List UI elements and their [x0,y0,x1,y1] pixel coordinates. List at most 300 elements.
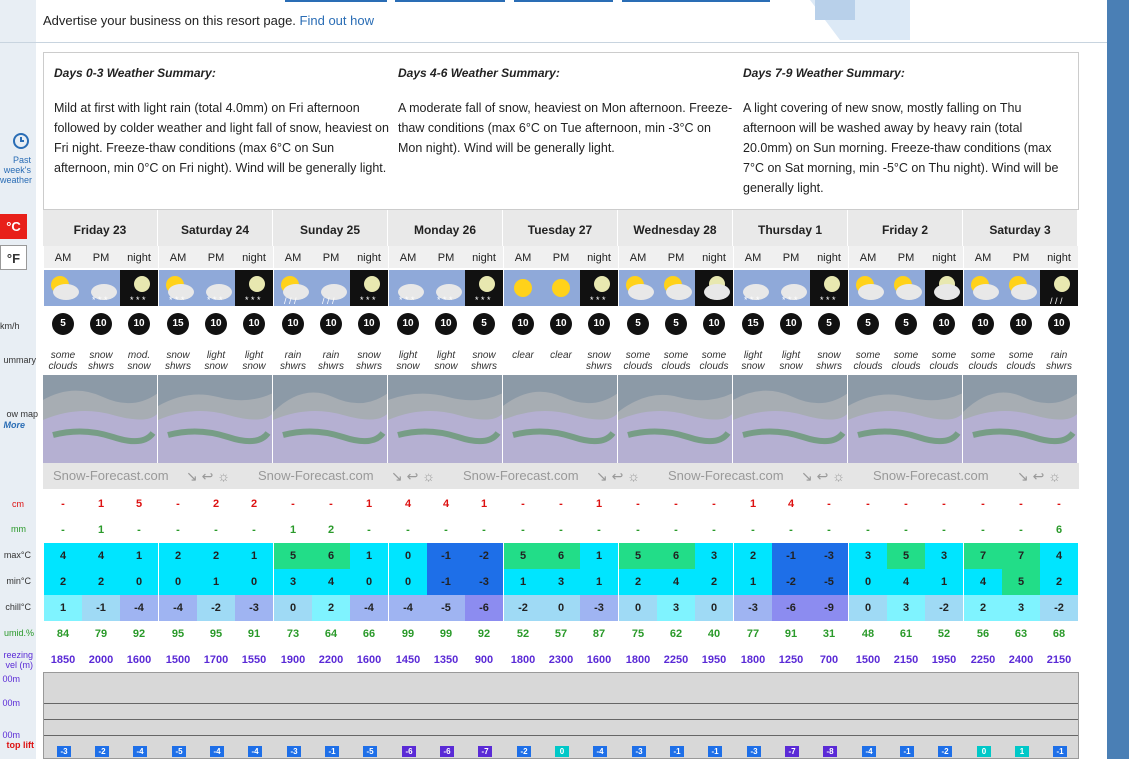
max-temp-value: 7 [964,543,1002,569]
summary-word: clouds [968,361,998,372]
max-temp-value: 4 [44,543,82,569]
wind-chill-value: -6 [465,595,503,621]
wind-cell [235,308,273,340]
top-lift-temp: -2 [95,746,109,757]
wind-cell [389,308,427,340]
max-temp-value: -2 [465,543,503,569]
freezing-level-value: 2150 [893,654,919,666]
find-out-how-link[interactable]: Find out how [299,13,374,28]
wind-speed-badge: 5 [627,313,649,335]
humidity-value: 73 [286,628,300,640]
period-label: PM [427,246,465,268]
night-cloud-icon [695,270,733,306]
weather-summary-cell [159,346,197,382]
min-temp-value: 4 [964,569,1002,595]
fahrenheit-button[interactable]: °F [0,245,27,270]
rain-value: - [61,524,65,536]
period-label: night [925,246,963,268]
svg-text:* * *: * * * [399,295,415,305]
wind-cell [504,308,542,340]
period-label: night [465,246,503,268]
sun-icon [504,270,542,306]
max-temp-value: 4 [1040,543,1078,569]
weather-summary-cell [1040,346,1078,382]
min-temp-value: 0 [389,569,427,595]
summary-word: some [931,350,957,361]
snow-value: - [904,498,908,510]
weather-summary-cell [1002,346,1040,382]
max-temp-value: 1 [120,543,158,569]
wind-cell [849,308,887,340]
weather-icon-cell [619,270,657,306]
rain-value: 2 [327,524,335,536]
wind-chill-value: -3 [580,595,618,621]
summary-word: snow [587,350,611,361]
min-temp-value: 0 [159,569,197,595]
wind-chill-value: -4 [350,595,388,621]
max-temp-value: 5 [619,543,657,569]
wind-speed-badge: 10 [512,313,534,335]
freezing-level-value: 900 [474,654,494,666]
svg-text:* * *: * * * [245,295,261,305]
snow-map-row-label: ow map [6,409,38,419]
celsius-button[interactable]: °C [0,214,27,239]
day-header: Monday 26 [388,210,503,246]
wind-chill-value: 0 [542,595,580,621]
rain-value: - [597,524,601,536]
wind-chill-value: 2 [964,595,1002,621]
wind-chill-value: -1 [82,595,120,621]
humidity-value: 92 [132,628,146,640]
wind-speed-badge: 10 [780,313,802,335]
max-temp-value: 5 [274,543,312,569]
wind-speed-badge: 10 [320,313,342,335]
humidity-value: 91 [784,628,798,640]
svg-text:/ / /: / / / [322,296,335,306]
weather-icon-cell [274,270,312,306]
clock-icon [12,132,30,150]
summary-word: shwrs [279,361,307,372]
min-temp-value: 3 [542,569,580,595]
map-nav-icon[interactable]: ↘ ↩ ☼ [391,468,436,484]
weather-summary-cell [82,346,120,382]
min-temp-value: 4 [887,569,925,595]
humidity-value: 95 [209,628,223,640]
weather-icon-cell [657,270,695,306]
min-temp-value: 1 [197,569,235,595]
freezing-level-value: 1800 [625,654,651,666]
top-lift-temp: 0 [977,746,991,757]
weather-icon-cell [580,270,618,306]
advert-line: Advertise your business on this resort page. Find out how [43,13,374,28]
top-lift-temp: -5 [172,746,186,757]
snow-value: 1 [480,498,488,510]
snow-map-thumbnail[interactable] [158,375,273,463]
humidity-value: 87 [592,628,606,640]
weather-icon-cell [159,270,197,306]
rain-value: - [636,524,640,536]
map-nav-icon[interactable]: ↘ ↩ ☼ [801,468,846,484]
sun-cloud-icon [657,270,695,306]
summary-word: shwrs [317,361,345,372]
top-lift-temp: -4 [210,746,224,757]
snow-value: - [827,498,831,510]
wind-speed-badge: 5 [473,313,495,335]
freezing-level-value: 1950 [701,654,727,666]
weather-icon-cell [695,270,733,306]
weather-summary-cell [695,346,733,382]
snow-value: - [981,498,985,510]
wind-chill-value: 1 [44,595,82,621]
wind-chill-row-label: chill°C [5,602,31,612]
rain-row-label: mm [11,524,26,534]
min-temp-value: 2 [1040,569,1078,595]
weather-summary-cell [389,346,427,382]
snow-map-thumbnail[interactable] [503,375,618,463]
weather-summary-cell [772,346,810,382]
map-nav-icon[interactable]: ↘ ↩ ☼ [1017,468,1062,484]
summary-word: snow [127,361,151,372]
max-temp-value: 5 [887,543,925,569]
sun-cloud-snow-icon [159,270,197,306]
top-lift-temp: -6 [440,746,454,757]
weather-summary-cell [849,346,887,382]
wind-cell [695,308,733,340]
freezing-level-value: 2300 [548,654,574,666]
wind-chill-value: -5 [427,595,465,621]
rain-value: - [712,524,716,536]
resort-banner-graphic [800,0,910,40]
snow-value: 4 [442,498,450,510]
weather-icon-cell [235,270,273,306]
period-label: AM [619,246,657,268]
wind-speed-badge: 10 [703,313,725,335]
period-label: night [120,246,158,268]
top-lift-temp: -7 [478,746,492,757]
weather-icon-cell [849,270,887,306]
weather-icon-cell [389,270,427,306]
weather-icon-cell [734,270,772,306]
snow-row-label: cm [12,499,24,509]
snow-map-image [733,375,848,463]
snow-value: - [521,498,525,510]
snow-value: - [61,498,65,510]
weather-icon-cell [350,270,388,306]
humidity-value: 52 [516,628,530,640]
rain-value: - [252,524,256,536]
weather-summary-cell [887,346,925,382]
wind-speed-badge: 5 [818,313,840,335]
min-temp-value: 3 [274,569,312,595]
wind-speed-badge: 10 [435,313,457,335]
day-header: Sunday 25 [273,210,388,246]
weather-summary-cell [964,346,1002,382]
weather-summary-cell [274,346,312,382]
summary-word: shwrs [164,361,192,372]
snow-map-image [388,375,503,463]
humidity-value: 91 [247,628,261,640]
temperature-altitude-chart [43,672,1079,759]
rain-value: - [406,524,410,536]
top-lift-temp: -8 [823,746,837,757]
snow-value: 1 [749,498,757,510]
wind-cell [734,308,772,340]
night-snow-icon [350,270,388,306]
top-lift-temp: -3 [287,746,301,757]
snow-map-thumbnail[interactable] [618,375,733,463]
sun-cloud-icon [1002,270,1040,306]
summary-word: clear [550,350,572,361]
wind-chill-value: -4 [159,595,197,621]
summary-word: some [855,350,881,361]
svg-text:/ / /: / / / [284,296,297,306]
day-header: Wednesday 28 [618,210,733,246]
summary-title: Days 7-9 Weather Summary: [743,66,905,80]
min-temp-value: 2 [44,569,82,595]
period-label: AM [44,246,82,268]
humidity-value: 31 [822,628,836,640]
summary-days-4-6 [398,53,733,158]
snow-map-thumbnail[interactable] [733,375,848,463]
summary-word: snow [396,361,420,372]
snow-value: 4 [787,498,795,510]
svg-text:* * *: * * * [782,295,798,305]
day-header: Friday 23 [43,210,158,246]
rain-value: - [751,524,755,536]
snow-map-brand-bar [43,463,248,489]
wind-cell [350,308,388,340]
snow-map-brand-bar [453,463,658,489]
summary-word: clouds [929,361,959,372]
top-lift-temp: -1 [1053,746,1067,757]
humidity-value: 63 [1014,628,1028,640]
weather-summary-cell [619,346,657,382]
snow-map-thumbnail[interactable] [848,375,963,463]
wind-chill-value: -2 [504,595,542,621]
min-temp-value: -2 [772,569,810,595]
humidity-value: 84 [56,628,70,640]
freezing-level-value: 1500 [855,654,881,666]
snow-map-thumbnail[interactable] [963,375,1078,463]
summary-word: clouds [699,361,729,372]
freezing-level-value: 2150 [1046,654,1072,666]
wind-cell [580,308,618,340]
freezing-level-value: 2000 [88,654,114,666]
rain-value: 1 [289,524,297,536]
summary-word: some [970,350,996,361]
wind-chill-value: 3 [1002,595,1040,621]
period-label: PM [887,246,925,268]
wind-speed-badge: 5 [52,313,74,335]
top-lift-temp: -4 [862,746,876,757]
period-label: PM [772,246,810,268]
summary-word: light [206,350,226,361]
freezing-level-value: 2400 [1008,654,1034,666]
wind-chill-value: -4 [389,595,427,621]
min-temp-value: 1 [504,569,542,595]
summary-days-0-3 [54,53,389,178]
top-lift-temp: -1 [708,746,722,757]
wind-cell [465,308,503,340]
top-lift-temp: 1 [1015,746,1029,757]
max-temp-value: 0 [389,543,427,569]
snow-forecast-brand: Snow-Forecast.com [668,468,784,483]
summary-word: shwrs [585,361,613,372]
max-temp-value: 7 [1002,543,1040,569]
wind-speed-badge: 10 [90,313,112,335]
humidity-value: 99 [401,628,415,640]
summary-title: Days 0-3 Weather Summary: [54,66,216,80]
night-snow-icon [580,270,618,306]
wind-chill-value: 0 [849,595,887,621]
humidity-value: 61 [899,628,913,640]
weather-summary-cell [580,346,618,382]
day-header: Saturday 3 [963,210,1078,246]
freezing-level-value: 2250 [970,654,996,666]
wind-cell [542,308,580,340]
humidity-value: 57 [554,628,568,640]
summary-word: light [244,350,264,361]
rain-value: - [674,524,678,536]
wind-cell [159,308,197,340]
snow-forecast-brand: Snow-Forecast.com [53,468,169,483]
humidity-value: 95 [171,628,185,640]
sun-cloud-icon [44,270,82,306]
min-temp-value: 2 [82,569,120,595]
rain-value: - [521,524,525,536]
wind-speed-badge: 10 [282,313,304,335]
period-label: PM [312,246,350,268]
wind-chill-value: 0 [274,595,312,621]
summary-word: light [436,350,456,361]
weather-summary-panel [43,52,1079,210]
min-temp-row-label: min°C [6,576,31,586]
cloud-snow-icon [389,270,427,306]
wind-chill-value: 0 [619,595,657,621]
snow-map-thumbnail[interactable] [388,375,503,463]
day-header: Friday 2 [848,210,963,246]
wind-cell [312,308,350,340]
wind-cell [120,308,158,340]
cloud-snow-icon [734,270,772,306]
night-cloud-icon [925,270,963,306]
summary-word: clouds [853,361,883,372]
wind-speed-badge: 10 [128,313,150,335]
past-weather-label: Past week's weather [0,155,33,185]
max-temp-value: 2 [734,543,772,569]
grid-line [44,703,1078,704]
summary-word: clouds [48,361,78,372]
svg-text:* * *: * * * [360,295,376,305]
snow-map-image [848,375,963,463]
snow-value: - [176,498,180,510]
summary-word: shwrs [815,361,843,372]
summary-word: clouds [623,361,653,372]
snow-forecast-brand: Snow-Forecast.com [873,468,989,483]
sun-cloud-icon [887,270,925,306]
max-temp-value: -1 [427,543,465,569]
right-scroll-bar[interactable] [1107,0,1129,759]
freezing-level-value: 1500 [165,654,191,666]
wind-speed-badge: 10 [550,313,572,335]
weather-summary-cell [542,346,580,382]
day-header: Saturday 24 [158,210,273,246]
period-label: night [810,246,848,268]
max-temp-value: 1 [235,543,273,569]
weather-icon-cell [1040,270,1078,306]
humidity-value: 99 [439,628,453,640]
rain-value: - [137,524,141,536]
freezing-level-value: 1700 [203,654,229,666]
top-lift-temp: -3 [747,746,761,757]
svg-text:/ / /: / / / [1050,296,1063,306]
wind-chill-value: -3 [235,595,273,621]
past-weather-link[interactable] [0,132,36,185]
snow-map-thumbnail[interactable] [43,375,158,463]
weather-icon-cell [82,270,120,306]
humidity-value: 52 [937,628,951,640]
weather-icon-cell [44,270,82,306]
summary-days-7-9 [743,53,1068,198]
freezing-level-value: 1850 [50,654,76,666]
top-lift-temp: -6 [402,746,416,757]
summary-word: light [743,350,763,361]
summary-word: snow [434,361,458,372]
max-temp-value: 6 [657,543,695,569]
summary-word: light [398,350,418,361]
snow-forecast-brand: Snow-Forecast.com [258,468,374,483]
weather-summary-cell [504,346,542,382]
period-label: PM [657,246,695,268]
summary-word: shwrs [1045,361,1073,372]
snow-map-more-link[interactable]: More [3,420,25,430]
wind-chill-value: -9 [810,595,848,621]
summary-word: snow [166,350,190,361]
summary-text: A moderate fall of snow, heaviest on Mon afternoon. Freeze-thaw conditions (max 6°C on Tue afternoon, min -3°C on Mon night). Wind will be generally light. [398,101,733,155]
top-lift-temp: -4 [133,746,147,757]
snow-map-thumbnail[interactable] [273,375,388,463]
weather-summary-cell [312,346,350,382]
rain-value: - [981,524,985,536]
min-temp-value: 4 [657,569,695,595]
rain-value: - [559,524,563,536]
max-temp-row-label: max°C [3,550,31,560]
wind-speed-badge: 15 [167,313,189,335]
grid-line [44,719,1078,720]
svg-text:* * *: * * * [590,295,606,305]
snow-map-image [43,375,158,463]
top-lift-temp: -4 [248,746,262,757]
day-header: Thursday 1 [733,210,848,246]
wind-cell [619,308,657,340]
svg-text:* * *: * * * [92,295,108,305]
wind-speed-badge: 10 [588,313,610,335]
map-nav-icon[interactable]: ↘ ↩ ☼ [186,468,231,484]
wind-cell [197,308,235,340]
snow-map-brand-bar [248,463,453,489]
snow-value: - [559,498,563,510]
rain-value: - [214,524,218,536]
rain-value: - [367,524,371,536]
map-nav-icon[interactable]: ↘ ↩ ☼ [596,468,641,484]
night-snow-icon [810,270,848,306]
snow-map-image [158,375,273,463]
wind-chill-value: -2 [197,595,235,621]
max-temp-value: 1 [350,543,388,569]
weather-summary-cell [44,346,82,382]
snow-value: - [712,498,716,510]
sun-icon [542,270,580,306]
